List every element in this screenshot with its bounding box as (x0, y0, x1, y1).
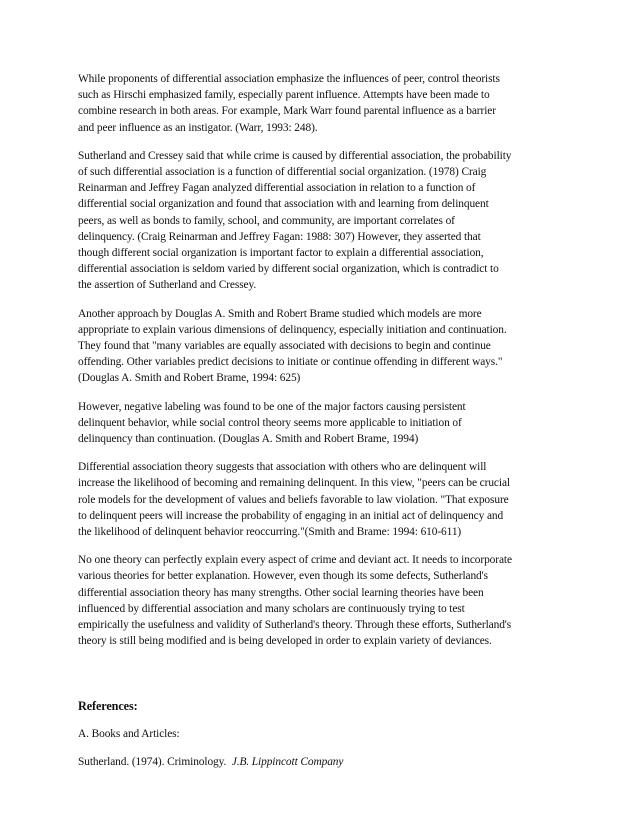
paragraph-negative-labeling: However, negative labeling was found to be one of the major factors causing persistent delinquent behavior, while social control theory seems more applicable to initiation of delinquency than continuation. (Douglas A. Smith and Robert Brame, 1994) (78, 400, 466, 446)
reference-entry-publisher: J.B. Lippincott Company (231, 755, 344, 768)
paragraph-sutherland-cressey: Sutherland and Cressey said that while crime is caused by differential association, the probability of such differential association is a function of differential social organization. (1978) Craig Reinarman and Jeffrey Fagan analyzed differential association in relation to a function of differential social organization and found that association with and learning from delinquent peers, as well as bonds to family, school, and community, are important correlates of delinquency. (Craig Reinarman and Jeffrey Fagan: 1988: 307) However, they asserted that though different social organization is important factor to explain a differential association, differential association is seldom varied by different social organization, which is contradict to the assertion of Sutherland and Cressey. (78, 149, 512, 292)
paragraph-conclusion: No one theory can perfectly explain every aspect of crime and deviant act. It needs to incorporate various theories for better explanation. However, even though its some defects, Sutherland's differential association theory has many strengths. Other social learning theories have been influenced by differential association and many scholars are continuously trying to test empirically the usefulness and validity of Sutherland's theory. Through these efforts, Sutherland's theory is still being modified and is being developed in order to explain variety of deviances. (78, 554, 512, 648)
paragraph-peer-control: While proponents of differential association emphasize the influences of peer, control theorists such as Hirschi emphasized family, especially parent influence. Attempts have been made to combine research in both areas. For example, Mark Warr found parental influence as a barrier and peer influence as an instigator. (Warr, 1993: 248). (78, 73, 500, 134)
references-subheading: A. Books and Articles: (78, 727, 180, 740)
reference-entry (78, 754, 566, 770)
document-body (78, 71, 566, 770)
paragraph-smith-brame-models: Another approach by Douglas A. Smith and Robert Brame studied which models are more appropriate to explain various dimensions of delinquency, especially initiation and continuation. They found that "many variables are equally associated with decisions to begin and continue offending. Other variables predict decisions to initiate or continue offending in different ways." (Douglas A. Smith and Robert Brame, 1994: 625) (78, 307, 507, 385)
paragraph-differential-association: Differential association theory suggests that association with others who are delinquent will increase the likelihood of becoming and remaining delinquent. In this view, "peers can be crucial role models for the development of values and beliefs favorable to law violation. "That exposure to delinquent peers will increase the probability of engaging in an initial act of delinquency and the likelihood of delinquent behavior reoccurring."(Smith and Brame: 1994: 610-611) (78, 461, 510, 539)
reference-entry-text: Sutherland. (1974). Criminology. (78, 755, 227, 768)
references-heading: References: (78, 698, 138, 713)
